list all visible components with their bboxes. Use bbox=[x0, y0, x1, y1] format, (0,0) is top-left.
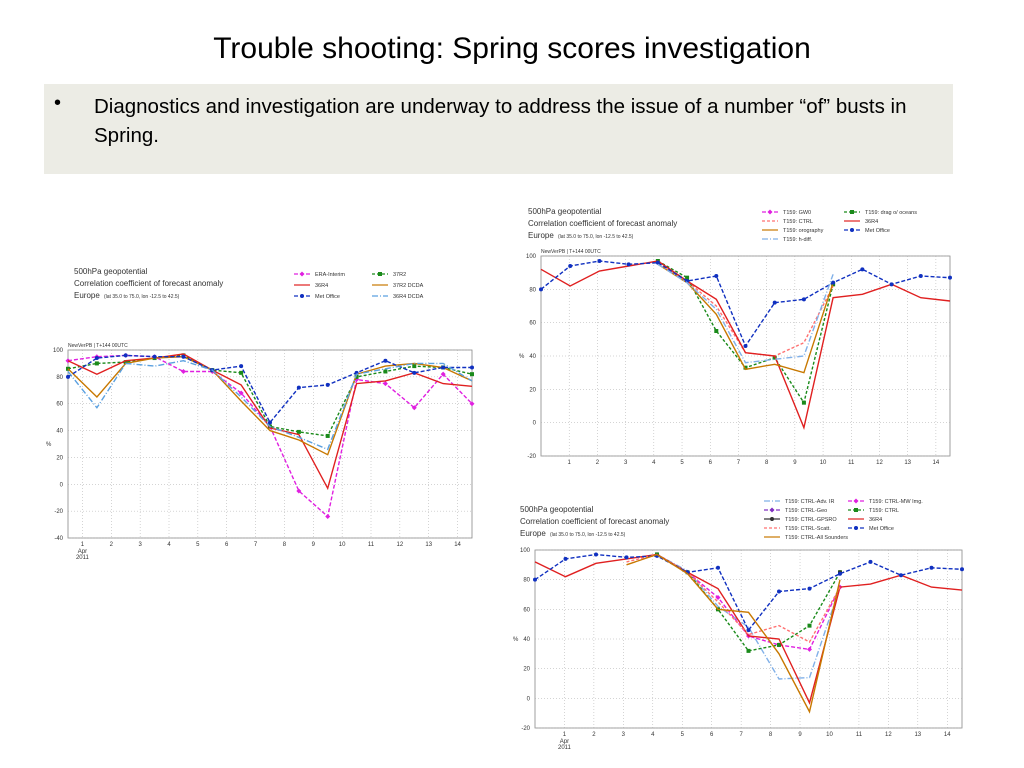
series-line-met-office bbox=[68, 355, 472, 422]
legend-marker-era-interim bbox=[300, 272, 305, 277]
legend-label-t159-ctrl-geo: T159: CTRL-Geo bbox=[785, 508, 828, 514]
y-tick-label: 60 bbox=[523, 607, 530, 614]
x-tick-label: 1 bbox=[567, 460, 571, 466]
data-point-met-office bbox=[716, 566, 720, 570]
y-axis-label: % bbox=[46, 442, 52, 448]
legend-marker-t159-gw0 bbox=[768, 210, 773, 215]
legend-marker-t159-drag-o-oceans bbox=[850, 210, 854, 214]
chart-region-detail: (lat 35.0 to 75.0, lon -12.5 to 42.5) bbox=[104, 294, 180, 300]
x-tick-label: 7 bbox=[253, 542, 258, 548]
data-point-met-office bbox=[890, 282, 894, 286]
data-point-met-office bbox=[773, 301, 777, 305]
x-tick-label: 8 bbox=[764, 460, 769, 466]
y-tick-label: 20 bbox=[523, 666, 530, 673]
data-point-met-office bbox=[838, 572, 842, 576]
data-point-met-office bbox=[597, 259, 601, 263]
data-point-met-office bbox=[153, 355, 157, 359]
legend-marker-37r2 bbox=[378, 272, 382, 276]
legend-label-36r4-dcda: 36R4 DCDA bbox=[393, 294, 424, 300]
data-point-met-office bbox=[412, 371, 416, 375]
legend-label-37r2: 37R2 bbox=[393, 272, 407, 278]
data-point-met-office bbox=[568, 264, 572, 268]
legend-label-37r2-dcda: 37R2 DCDA bbox=[393, 283, 424, 289]
x-tick-label: 8 bbox=[282, 542, 287, 548]
legend-label-t159-drag-o-oceans: T159: drag o/ oceans bbox=[865, 210, 917, 216]
data-point-met-office bbox=[239, 364, 243, 368]
data-point-met-office bbox=[533, 578, 537, 582]
legend-marker-met-office bbox=[850, 228, 854, 232]
legend-marker-met-office bbox=[854, 526, 858, 530]
chart-title: 500hPa geopotential bbox=[528, 207, 602, 216]
data-point-37r2 bbox=[95, 361, 99, 365]
series-line-t159-drag-o-oceans bbox=[658, 261, 833, 403]
data-point-met-office bbox=[627, 262, 631, 266]
x-tick-label: 6 bbox=[225, 542, 229, 548]
y-tick-label: 0 bbox=[526, 696, 530, 703]
chart-region: Europe bbox=[74, 291, 100, 300]
x-tick-label: 11 bbox=[367, 542, 375, 548]
data-point-era-interim bbox=[383, 381, 388, 386]
x-year-label: 2011 bbox=[75, 555, 89, 561]
data-point-37r2 bbox=[297, 430, 301, 434]
x-tick-label: 7 bbox=[736, 460, 741, 466]
data-point-t159-ctrl bbox=[747, 649, 751, 653]
chart-region-detail: (lat 35.0 to 75.0, lon -12.5 to 42.5) bbox=[558, 234, 634, 240]
y-tick-label: 40 bbox=[529, 354, 536, 360]
series-line-t159-ctrl bbox=[658, 264, 833, 356]
legend-label-t159-ctrl-adv-ir: T159: CTRL-Adv. IR bbox=[785, 499, 835, 505]
legend-marker-t159-ctrl bbox=[854, 508, 858, 512]
data-point-met-office bbox=[326, 383, 330, 387]
y-tick-label: 100 bbox=[52, 348, 63, 354]
data-point-t159-drag-o-oceans bbox=[714, 329, 718, 333]
chart-top-right bbox=[510, 202, 960, 470]
x-tick-label: 5 bbox=[196, 542, 200, 548]
x-tick-label: 5 bbox=[680, 732, 684, 738]
data-point-met-office bbox=[869, 560, 873, 564]
x-tick-label: 2 bbox=[595, 460, 600, 466]
data-point-met-office bbox=[831, 281, 835, 285]
legend-label-t159-ctrl: T159: CTRL bbox=[869, 508, 899, 514]
data-point-t159-drag-o-oceans bbox=[802, 401, 806, 405]
x-tick-label: 14 bbox=[943, 732, 951, 738]
data-point-era-interim bbox=[325, 514, 330, 519]
data-point-37r2 bbox=[383, 369, 387, 373]
data-point-met-office bbox=[747, 628, 751, 632]
data-point-met-office bbox=[594, 552, 598, 556]
chart-verif-label: NewVerPB | T+144 00UTC bbox=[68, 343, 128, 349]
x-tick-label: 12 bbox=[876, 460, 883, 466]
data-point-met-office bbox=[181, 355, 185, 359]
x-tick-label: 6 bbox=[710, 732, 714, 738]
x-tick-label: 9 bbox=[793, 460, 797, 466]
x-tick-label: 3 bbox=[138, 542, 142, 548]
x-tick-label: 14 bbox=[932, 460, 940, 466]
y-tick-label: 40 bbox=[56, 428, 63, 435]
x-tick-label: 9 bbox=[311, 542, 315, 548]
y-tick-label: 60 bbox=[56, 401, 63, 408]
data-point-met-office bbox=[297, 386, 301, 390]
data-point-met-office bbox=[802, 297, 806, 301]
data-point-met-office bbox=[383, 359, 387, 363]
data-point-37r2 bbox=[326, 434, 330, 438]
x-tick-label: 8 bbox=[768, 732, 773, 738]
y-tick-label: 100 bbox=[525, 254, 536, 260]
y-tick-label: 40 bbox=[523, 637, 530, 643]
y-tick-label: -20 bbox=[54, 509, 63, 516]
data-point-met-office bbox=[930, 566, 934, 570]
legend-label-36r4: 36R4 bbox=[315, 283, 329, 289]
x-tick-label: 3 bbox=[623, 460, 628, 466]
x-tick-label: 4 bbox=[167, 542, 171, 548]
series-line-t159-ctrl-adv-ir bbox=[657, 555, 840, 680]
chart-subtitle: Correlation coefficient of forecast anomaly bbox=[520, 517, 670, 526]
y-tick-label: 0 bbox=[59, 482, 63, 489]
x-tick-label: 1 bbox=[562, 732, 567, 738]
slide-title: Trouble shooting: Spring scores investigation bbox=[213, 32, 811, 65]
x-tick-label: 11 bbox=[855, 732, 863, 738]
chart-subtitle: Correlation coefficient of forecast anomaly bbox=[528, 219, 678, 228]
y-tick-label: 20 bbox=[56, 455, 63, 462]
x-tick-label: 13 bbox=[425, 542, 433, 548]
x-tick-label: 6 bbox=[708, 460, 712, 466]
legend-label-t159-ctrl-gpsro: T159: CTRL-GPSRO bbox=[785, 517, 837, 523]
legend-label-t159-orography: T159: orography bbox=[783, 228, 824, 234]
data-point-met-office bbox=[656, 261, 660, 265]
series-line-t159-ctrl-all-sounders bbox=[627, 555, 841, 712]
data-point-t159-ctrl bbox=[808, 624, 812, 628]
legend-label-met-office: Met Office bbox=[869, 526, 894, 532]
data-point-met-office bbox=[744, 344, 748, 348]
data-point-met-office bbox=[625, 555, 629, 559]
data-point-met-office bbox=[124, 353, 128, 357]
chart-subtitle: Correlation coefficient of forecast anomaly bbox=[74, 279, 224, 288]
legend-marker-t159-ctrl-mw-img bbox=[854, 499, 859, 504]
data-point-met-office bbox=[714, 274, 718, 278]
x-tick-label: 4 bbox=[651, 732, 655, 738]
legend-label-t159-h-diff: T159: h-diff. bbox=[783, 237, 813, 243]
legend-label-era-interim: ERA-Interim bbox=[315, 272, 345, 278]
x-month-label: Apr bbox=[559, 739, 570, 745]
data-point-met-office bbox=[539, 287, 543, 291]
legend-label-t159-ctrl-all-sounders: T159: CTRL-All Sounders bbox=[785, 535, 848, 541]
y-axis-label: % bbox=[519, 354, 525, 360]
x-tick-label: 10 bbox=[826, 732, 833, 738]
x-tick-label: 2 bbox=[592, 732, 596, 738]
data-point-met-office bbox=[960, 567, 964, 571]
legend-marker-t159-ctrl-geo bbox=[770, 508, 775, 513]
data-point-37r2 bbox=[239, 371, 243, 375]
x-tick-label: 12 bbox=[396, 542, 404, 548]
data-point-met-office bbox=[564, 557, 568, 561]
data-point-met-office bbox=[441, 365, 445, 369]
bullet-text: Diagnostics and investigation are underway to address the issue of a number “of” busts in Spring. bbox=[94, 95, 907, 147]
legend-label-met-office: Met Office bbox=[865, 228, 890, 234]
y-tick-label: -20 bbox=[521, 726, 530, 732]
y-tick-label: 80 bbox=[529, 287, 536, 294]
data-point-met-office bbox=[95, 356, 99, 360]
x-tick-label: 3 bbox=[621, 732, 626, 738]
bullet-dot: • bbox=[54, 92, 62, 114]
y-tick-label: -20 bbox=[527, 454, 536, 460]
y-tick-label: 60 bbox=[529, 320, 536, 327]
bullet-box bbox=[44, 84, 953, 174]
x-tick-label: 10 bbox=[819, 460, 827, 466]
legend-marker-t159-ctrl-gpsro bbox=[770, 517, 774, 521]
chart-title: 500hPa geopotential bbox=[74, 267, 148, 276]
data-point-met-office bbox=[860, 267, 864, 271]
chart-region: Europe bbox=[520, 529, 546, 538]
data-point-37r2 bbox=[470, 372, 474, 376]
data-point-met-office bbox=[268, 421, 272, 425]
chart-verif-label: NewVerPB | T+144 00UTC bbox=[541, 249, 601, 255]
x-tick-label: 4 bbox=[652, 460, 656, 466]
legend-label-t159-gw0: T159: GW0 bbox=[783, 210, 812, 216]
x-tick-label: 7 bbox=[739, 732, 743, 738]
chart-title: 500hPa geopotential bbox=[520, 505, 594, 514]
chart-region-detail: (lat 35.0 to 75.0, lon -12.5 to 42.5) bbox=[550, 532, 626, 538]
data-point-met-office bbox=[899, 573, 903, 577]
series-line-met-office bbox=[541, 261, 950, 346]
chart-bottom-right bbox=[508, 494, 962, 756]
legend-label-met-office: Met Office bbox=[315, 294, 340, 300]
series-line-met-office bbox=[535, 555, 962, 631]
x-tick-label: 13 bbox=[904, 460, 912, 466]
data-point-met-office bbox=[777, 590, 781, 594]
data-point-met-office bbox=[66, 375, 70, 379]
y-tick-label: 100 bbox=[519, 548, 530, 554]
x-tick-label: 1 bbox=[80, 542, 85, 548]
x-month-label: Apr bbox=[77, 549, 88, 555]
data-point-met-office bbox=[808, 587, 812, 591]
x-tick-label: 2 bbox=[109, 542, 113, 548]
legend-label-36r4: 36R4 bbox=[865, 219, 879, 225]
y-tick-label: 20 bbox=[529, 387, 536, 394]
x-tick-label: 10 bbox=[338, 542, 346, 548]
series-line-era-interim bbox=[68, 355, 472, 516]
y-tick-label: 0 bbox=[532, 420, 536, 427]
y-tick-label: -40 bbox=[54, 536, 63, 542]
data-point-t159-ctrl-mw-img bbox=[807, 647, 812, 652]
legend-label-t159-ctrl: T159: CTRL bbox=[783, 219, 813, 225]
data-point-met-office bbox=[919, 274, 923, 278]
x-tick-label: 14 bbox=[454, 542, 461, 548]
data-point-37r2 bbox=[412, 364, 416, 368]
x-tick-label: 11 bbox=[848, 460, 855, 466]
chart-left bbox=[46, 262, 474, 572]
x-tick-label: 5 bbox=[680, 460, 684, 466]
data-point-met-office bbox=[948, 276, 952, 280]
x-year-label: 2011 bbox=[557, 745, 571, 751]
y-axis-label: % bbox=[513, 637, 519, 643]
legend-label-t159-ctrl-scatt: T159: CTRL-Scatt. bbox=[785, 526, 831, 532]
legend-marker-met-office bbox=[300, 294, 304, 298]
y-tick-label: 80 bbox=[56, 374, 63, 381]
chart-region: Europe bbox=[528, 231, 554, 240]
legend-label-t159-ctrl-mw-img: T159: CTRL-MW Img. bbox=[869, 499, 923, 505]
x-tick-label: 9 bbox=[798, 732, 802, 738]
legend-label-36r4: 36R4 bbox=[869, 517, 883, 523]
y-tick-label: 80 bbox=[523, 577, 530, 584]
data-point-met-office bbox=[470, 365, 474, 369]
data-point-era-interim bbox=[181, 369, 186, 374]
x-tick-label: 13 bbox=[914, 732, 922, 738]
x-tick-label: 12 bbox=[885, 732, 892, 738]
plot-frame bbox=[68, 350, 472, 538]
